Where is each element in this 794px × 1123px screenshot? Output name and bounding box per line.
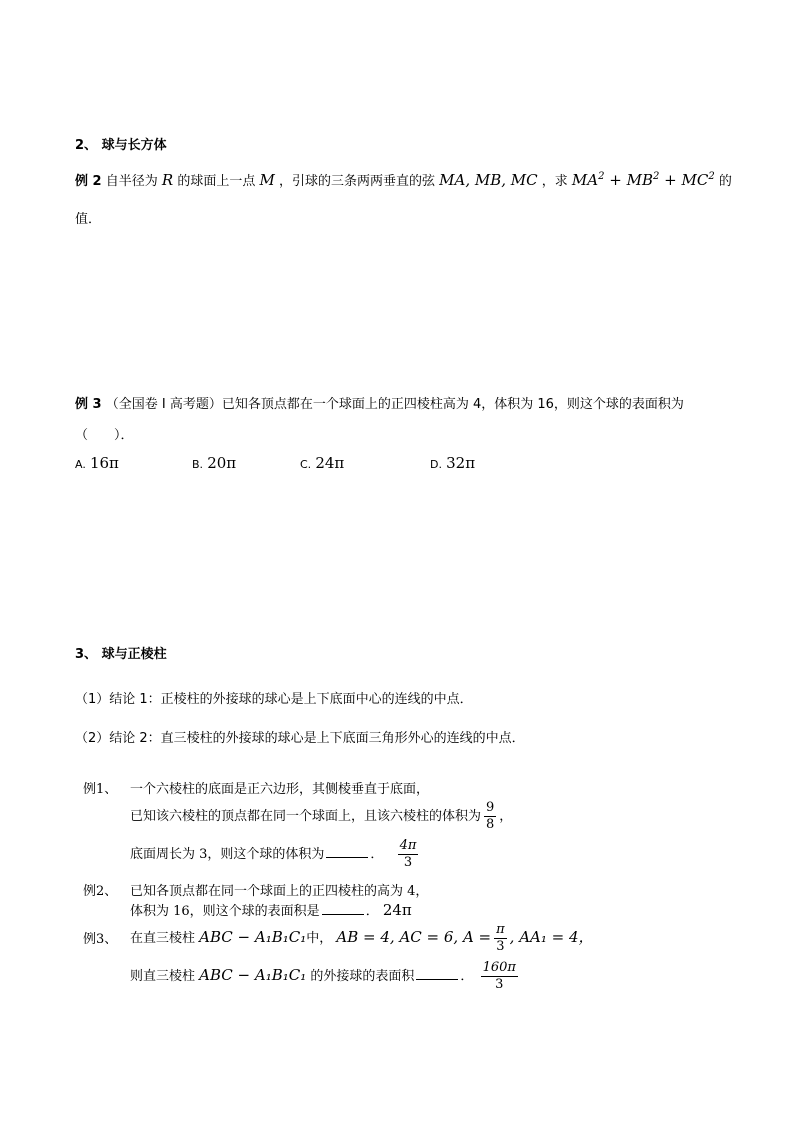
ex2-label: 例2、 bbox=[83, 884, 118, 899]
condition-expr: AB = 4, AC = 6, A = bbox=[336, 928, 492, 946]
ex3-label: 例3、 bbox=[83, 932, 118, 947]
example-2-text: 的球面上一点 bbox=[177, 174, 256, 189]
example-3-text: （全国卷 I 高考题）已知各顶点都在一个球面上的正四棱柱高为 4，体积为 16，则这个球的表面积为 bbox=[105, 397, 684, 412]
option-a-value: 16π bbox=[89, 454, 119, 472]
ex2-line-2: 体积为 16，则这个球的表面积是 ． 24π bbox=[130, 901, 412, 919]
option-a: A. 16π bbox=[75, 454, 119, 472]
chords-expr: MA, MB, MC bbox=[439, 171, 538, 189]
option-d: D. 32π bbox=[430, 454, 476, 472]
conclusion-2: （2）结论 2：直三棱柱的外接球的球心是上下底面三角形外心的连线的中点． bbox=[75, 731, 525, 746]
example-2-text: 自半径为 bbox=[105, 174, 158, 189]
answer-blank bbox=[322, 902, 364, 915]
option-c-value: 24π bbox=[315, 454, 345, 472]
example-2-text: ，引球的三条两两垂直的弦 bbox=[278, 174, 435, 189]
example-3-paren: （ ）． bbox=[75, 428, 134, 443]
ex1-line-3: 底面周长为 3，则这个球的体积为 ． $\frac{4\pi}{3}$ bbox=[130, 838, 417, 870]
example-2-label: 例 2 bbox=[75, 174, 102, 189]
option-d-value: 32π bbox=[446, 454, 476, 472]
example-2-line-2: 值． bbox=[75, 212, 102, 227]
conclusion-1: （1）结论 1：正棱柱的外接球的球心是上下底面中心的连线的中点． bbox=[75, 692, 473, 707]
section-2-title: 2、 球与长方体 bbox=[75, 138, 167, 153]
answer-blank bbox=[326, 845, 368, 858]
ex2-line-1: 已知各顶点都在同一个球面上的正四棱柱的高为 4， bbox=[130, 884, 429, 899]
example-2-text: 的 bbox=[718, 174, 732, 189]
ex1-line-2: 已知该六棱柱的顶点都在同一个球面上，且该六棱柱的体积为 $\frac{9}{8}$ ， bbox=[130, 800, 513, 832]
section-3-title: 3、 球与正棱柱 bbox=[75, 647, 167, 662]
ex1-label: 例1、 bbox=[83, 782, 118, 797]
example-2-line-1 bbox=[75, 170, 732, 189]
angle-fraction: $\frac{\pi}{3}$ bbox=[496, 922, 505, 954]
sum-expression: $MA^2 + MB^2 + MC^2$ bbox=[571, 171, 715, 189]
option-c: C. 24π bbox=[300, 454, 345, 472]
example-2-text: ，求 bbox=[541, 174, 568, 189]
ex1-line-1: 一个六棱柱的底面是正六边形，其侧棱垂直于底面， bbox=[130, 782, 430, 797]
ex1-answer: $\frac{4\pi}{3}$ bbox=[399, 838, 417, 870]
condition-expr-2: , AA₁ = 4， bbox=[509, 928, 594, 946]
ex3-line-2: 则直三棱柱 ABC − A₁B₁C₁ 的外接球的表面积 ． $\frac{160\pi}{3}$ bbox=[130, 960, 516, 992]
ex2-answer: 24π bbox=[382, 901, 412, 919]
var-r: R bbox=[161, 171, 174, 189]
option-b: B. 20π bbox=[192, 454, 237, 472]
var-m: M bbox=[259, 171, 275, 189]
example-3-line-1 bbox=[75, 393, 684, 412]
prism-name: ABC − A₁B₁C₁ bbox=[199, 966, 307, 984]
prism-name: ABC − A₁B₁C₁ bbox=[199, 928, 307, 946]
ex3-answer: $\frac{160\pi}{3}$ bbox=[482, 960, 516, 992]
ex3-line-1: 在直三棱柱 ABC − A₁B₁C₁中， AB = 4, AC = 6, A = $\frac{\pi}{3}$ , AA₁ = 4， bbox=[130, 922, 594, 954]
answer-blank bbox=[416, 967, 458, 980]
option-b-value: 20π bbox=[207, 454, 237, 472]
volume-fraction: $\frac{9}{8}$ bbox=[486, 800, 495, 832]
example-3-label: 例 3 bbox=[75, 397, 102, 412]
